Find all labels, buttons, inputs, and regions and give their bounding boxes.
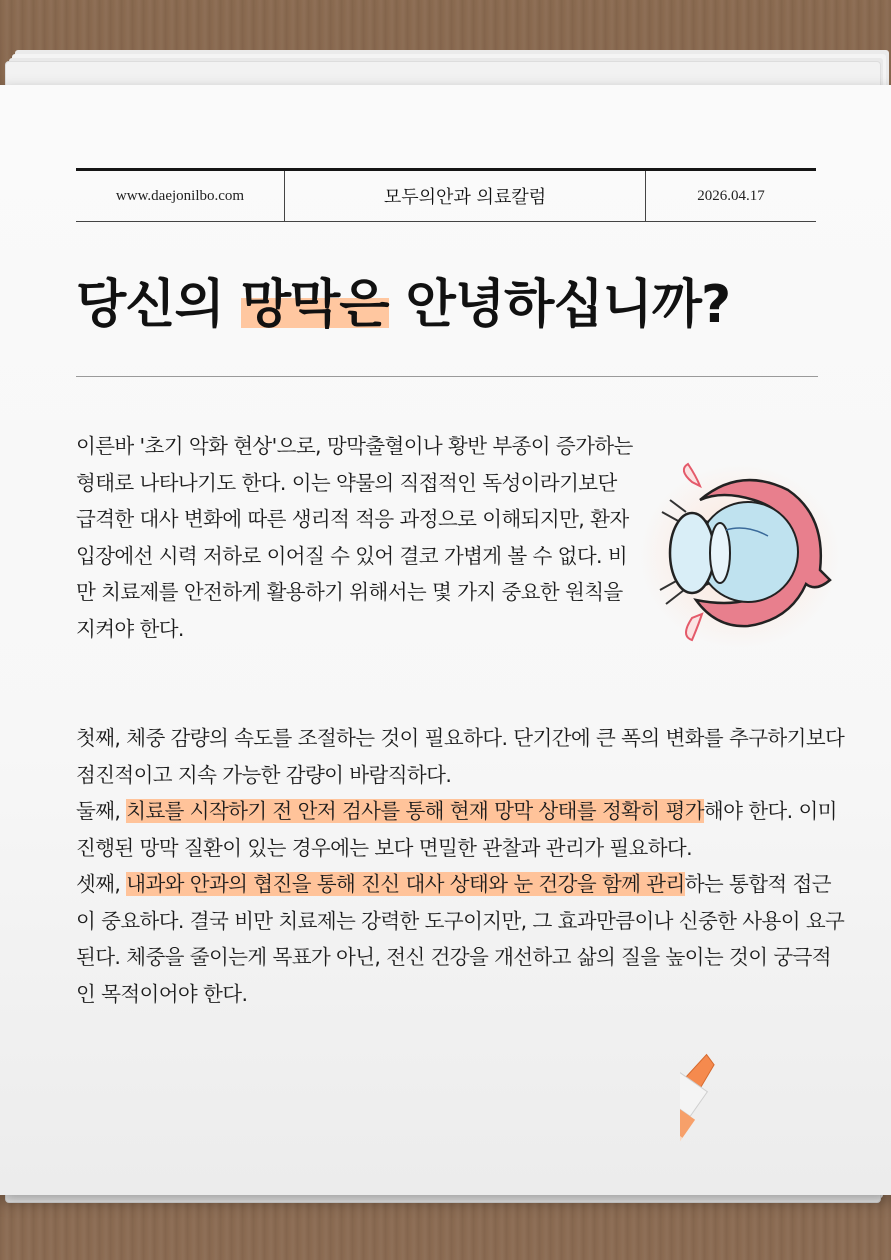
point-text: 해야 한다. 이미 진행된 망막 질환이 있는 경우에는 보다 면밀한 관찰과 관리가 필요하다. bbox=[76, 799, 837, 860]
headline-part: 안녕하십니까? bbox=[388, 275, 731, 335]
point-text: 하는 통합적 접근이 중요하다. 결국 비만 치료제는 강력한 도구이지만, 그 효과만큼이나 신중한 사용이 요구된다. 체중을 줄이는게 목표가 아닌, 전신 건강을 개선하고 삶의 질을 높이는 것이 궁극적인 목적이어야 한다. bbox=[76, 872, 845, 1006]
headline-highlight: 망막은 bbox=[240, 275, 389, 335]
highlighter-marker-icon bbox=[680, 1040, 891, 1260]
eye-illustration-icon bbox=[630, 460, 840, 650]
site-url[interactable]: www.daejonilbo.com bbox=[115, 187, 245, 204]
point-second bbox=[76, 793, 846, 866]
highlighted-phrase: 내과와 안과의 협진을 통해 진신 대사 상태와 눈 건강을 함께 관리 bbox=[126, 872, 685, 896]
article-body bbox=[76, 720, 846, 1012]
point-label: 둘째, bbox=[76, 799, 127, 823]
issue-date: 2026.04.17 bbox=[697, 187, 765, 204]
masthead bbox=[76, 168, 816, 222]
point-label: 셋째, bbox=[76, 872, 127, 896]
headline bbox=[76, 262, 836, 337]
point-first: 첫째, 체중 감량의 속도를 조절하는 것이 필요하다. 단기간에 큰 폭의 변화를 추구하기보다 점진적이고 지속 가능한 감량이 바람직하다. bbox=[76, 726, 845, 787]
headline-part: 당신의 bbox=[76, 275, 241, 335]
column-section: 모두의안과 의료칼럼 bbox=[284, 171, 646, 221]
divider bbox=[76, 376, 818, 377]
point-third bbox=[76, 866, 846, 1012]
intro-paragraph: 이른바 '초기 악화 현상'으로, 망막출혈이나 황반 부종이 증가하는 형태로 나타나기도 한다. 이는 약물의 직접적인 독성이라기보단 급격한 대사 변화에 따른 생리적 적응 과정으로 이해되지만, 환자 입장에선 시력 저하로 이어질 수 있어 결코 가볍게 볼 수 없다. 비만 치료제를 안전하게 활용하기 위해서는 몇 가지 중요한 원칙을 지켜야 한다. bbox=[76, 434, 633, 641]
highlighted-phrase: 치료를 시작하기 전 안저 검사를 통해 현재 망막 상태를 정확히 평가 bbox=[126, 799, 704, 823]
